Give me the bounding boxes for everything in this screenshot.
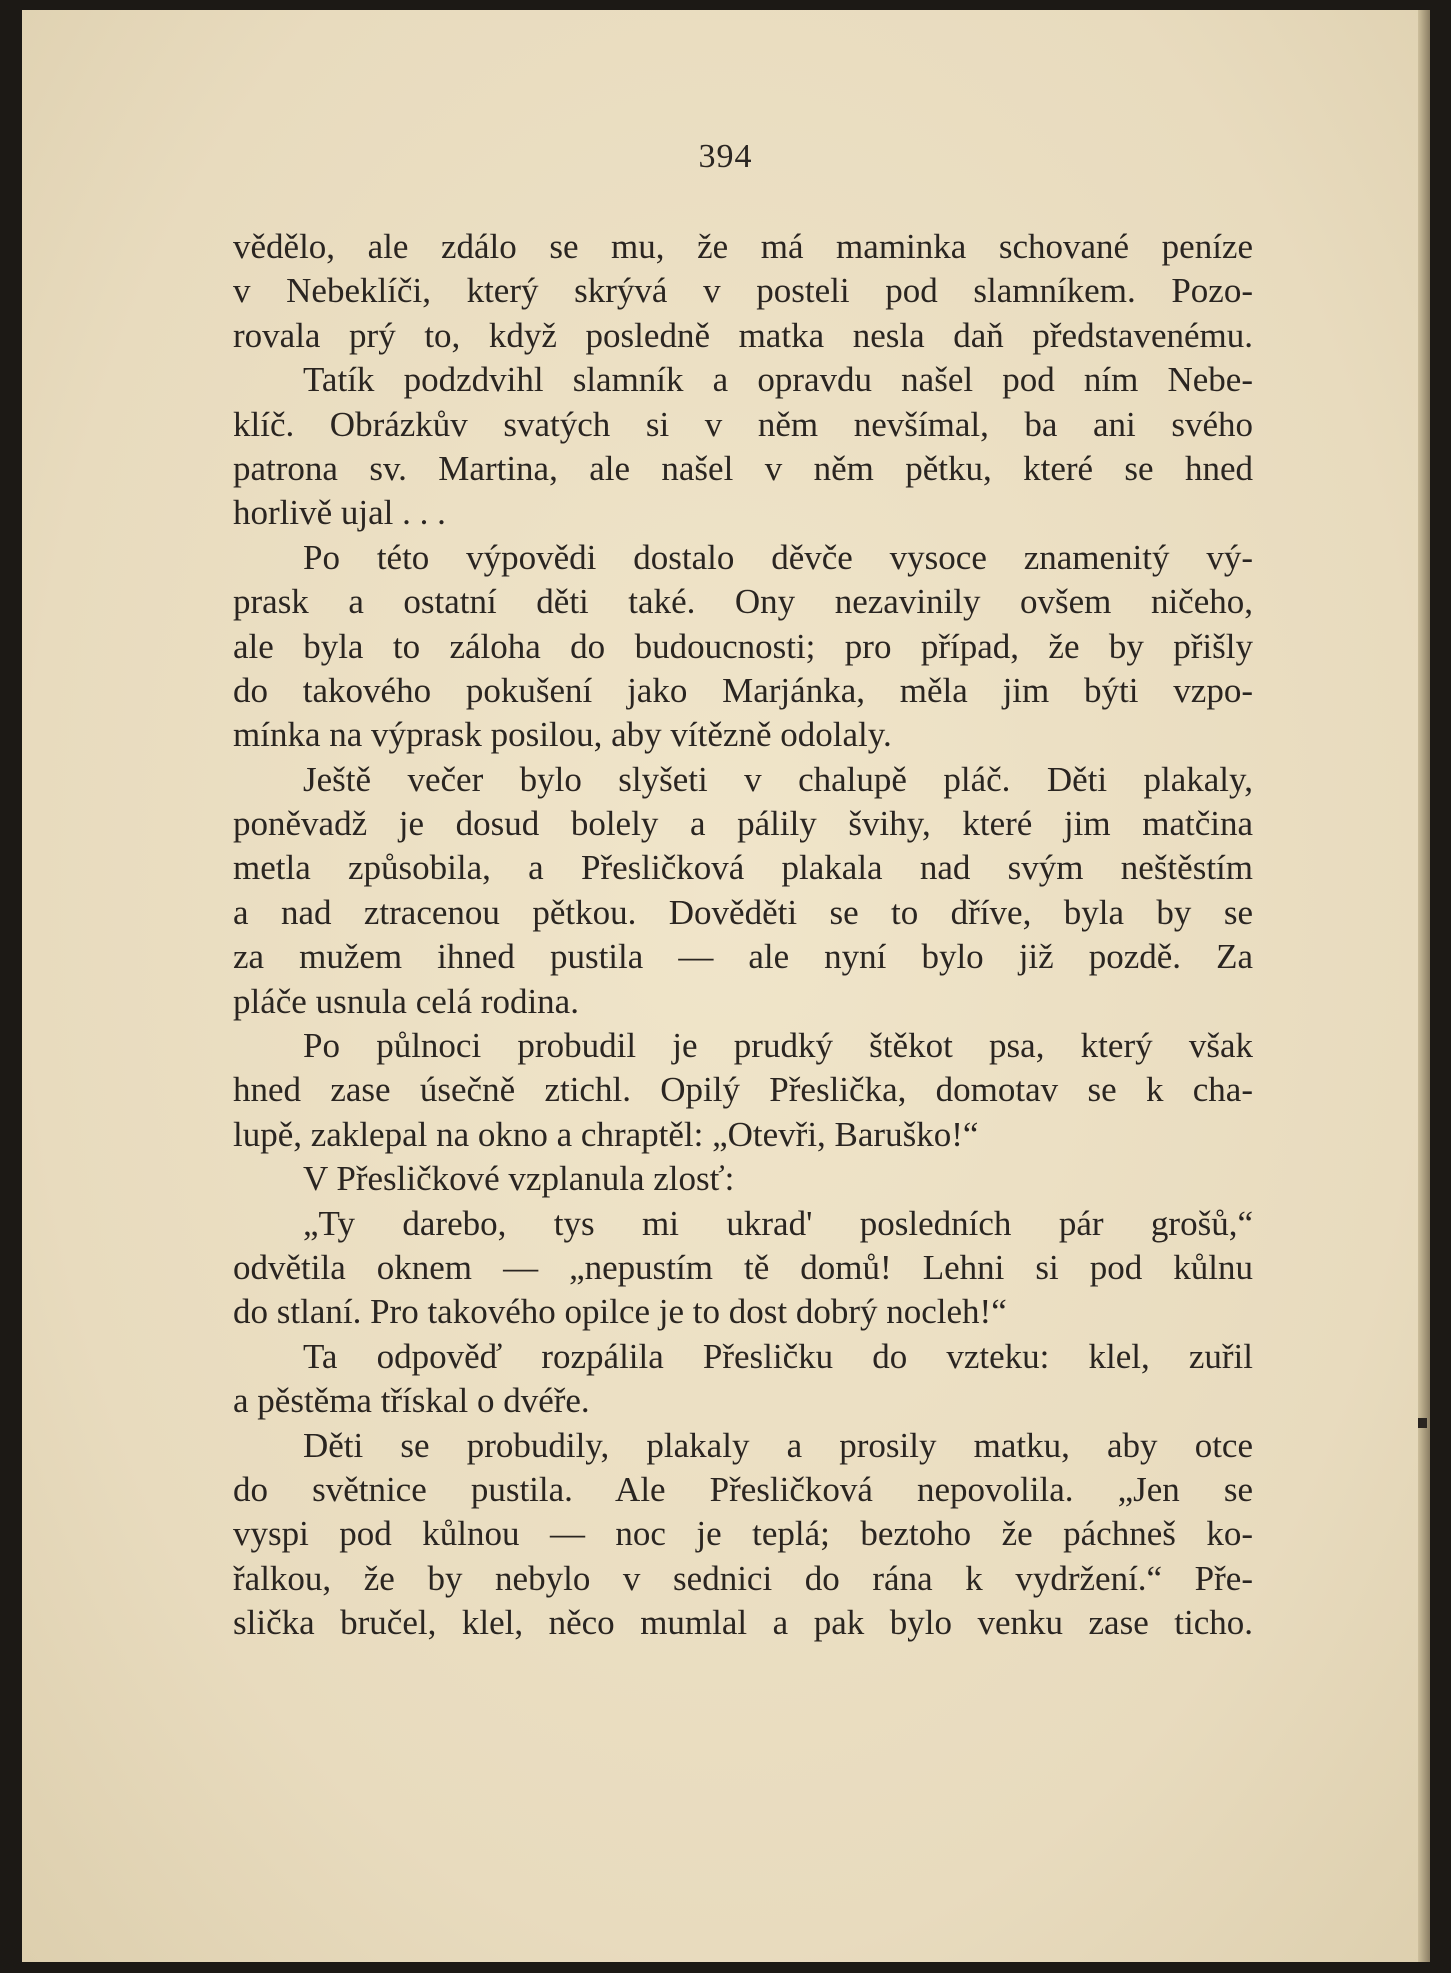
text-line: pláče usnula celá rodina. <box>233 981 579 1021</box>
text-line: Tatík podzdvihl slamník a opravdu našel pod ním Nebe- <box>303 360 1253 400</box>
page-number: 394 <box>698 138 753 175</box>
text-line: Po této výpovědi dostalo děvče vysoce znamenitý vý- <box>303 537 1253 577</box>
text-line: prask a ostatní děti také. Ony nezavinily ovšem ničeho, <box>233 582 1253 622</box>
text-line: horlivě ujal . . . <box>233 493 446 533</box>
text-line: rovala prý to, když posledně matka nesla daň představenému. <box>233 315 1253 355</box>
text-line: do světnice pustila. Ale Přesličková nepovolila. „Jen se <box>233 1469 1253 1509</box>
text-line: Po půlnoci probudil je prudký štěkot psa, který však <box>303 1026 1253 1066</box>
text-line: do stlaní. Pro takového opilce je to dost dobrý nocleh!“ <box>233 1292 1007 1332</box>
text-line: V Přesličkové vzplanula zlosť: <box>303 1159 735 1199</box>
text-line: a nad ztracenou pětkou. Dověděti se to dříve, byla by se <box>233 892 1253 932</box>
text-line: vědělo, ale zdálo se mu, že má maminka schované peníze <box>233 227 1253 266</box>
text-line: vyspi pod kůlnou — noc je teplá; beztoho že páchneš ko- <box>233 1514 1253 1554</box>
text-line: mínka na výprask posilou, aby vítězně odolaly. <box>233 715 892 755</box>
text-line: v Nebeklíči, který skrývá v posteli pod slamníkem. Pozo- <box>233 271 1253 311</box>
text-line: „Ty darebo, tys mi ukrad' posledních pár grošů,“ <box>303 1203 1253 1243</box>
margin-mark <box>1418 1418 1427 1428</box>
page-edge-shadow <box>1418 10 1430 1962</box>
text-line: Děti se probudily, plakaly a prosily matku, aby otce <box>303 1425 1253 1465</box>
text-line: za mužem ihned pustila — ale nyní bylo již pozdě. Za <box>233 937 1253 977</box>
text-line: metla způsobila, a Přesličková plakala nad svým neštěstím <box>233 848 1253 888</box>
text-line: Ta odpověď rozpálila Přesličku do vzteku: klel, zuřil <box>303 1336 1253 1376</box>
text-line: a pěstěma třískal o dvéře. <box>233 1381 590 1421</box>
text-line: patrona sv. Martina, ale našel v něm pětku, které se hned <box>233 448 1253 488</box>
text-line: Ještě večer bylo slyšeti v chalupě pláč. Děti plakaly, <box>303 759 1253 799</box>
text-line: klíč. Obrázkův svatých si v něm nevšímal, ba ani svého <box>233 404 1253 444</box>
text-line: ale byla to záloha do budoucnosti; pro případ, že by přišly <box>233 626 1253 666</box>
text-line: lupě, zaklepal na okno a chraptěl: „Otevři, Baruško!“ <box>233 1114 979 1154</box>
text-line: hned zase úsečně ztichl. Opilý Přeslička, domotav se k cha- <box>233 1070 1253 1110</box>
text-line: odvětila oknem — „nepustím tě domů! Lehni si pod kůlnu <box>233 1247 1253 1287</box>
text-line: řalkou, že by nebylo v sednici do rána k vydržení.“ Pře- <box>233 1558 1253 1598</box>
text-line: do takového pokušení jako Marjánka, měla jim býti vzpo- <box>233 670 1253 710</box>
text-line: slička bručel, klel, něco mumlal a pak bylo venku zase ticho. <box>233 1603 1253 1643</box>
text-line: poněvadž je dosud bolely a pálily švihy, které jim matčina <box>233 804 1253 844</box>
body-text <box>233 225 1253 1646</box>
